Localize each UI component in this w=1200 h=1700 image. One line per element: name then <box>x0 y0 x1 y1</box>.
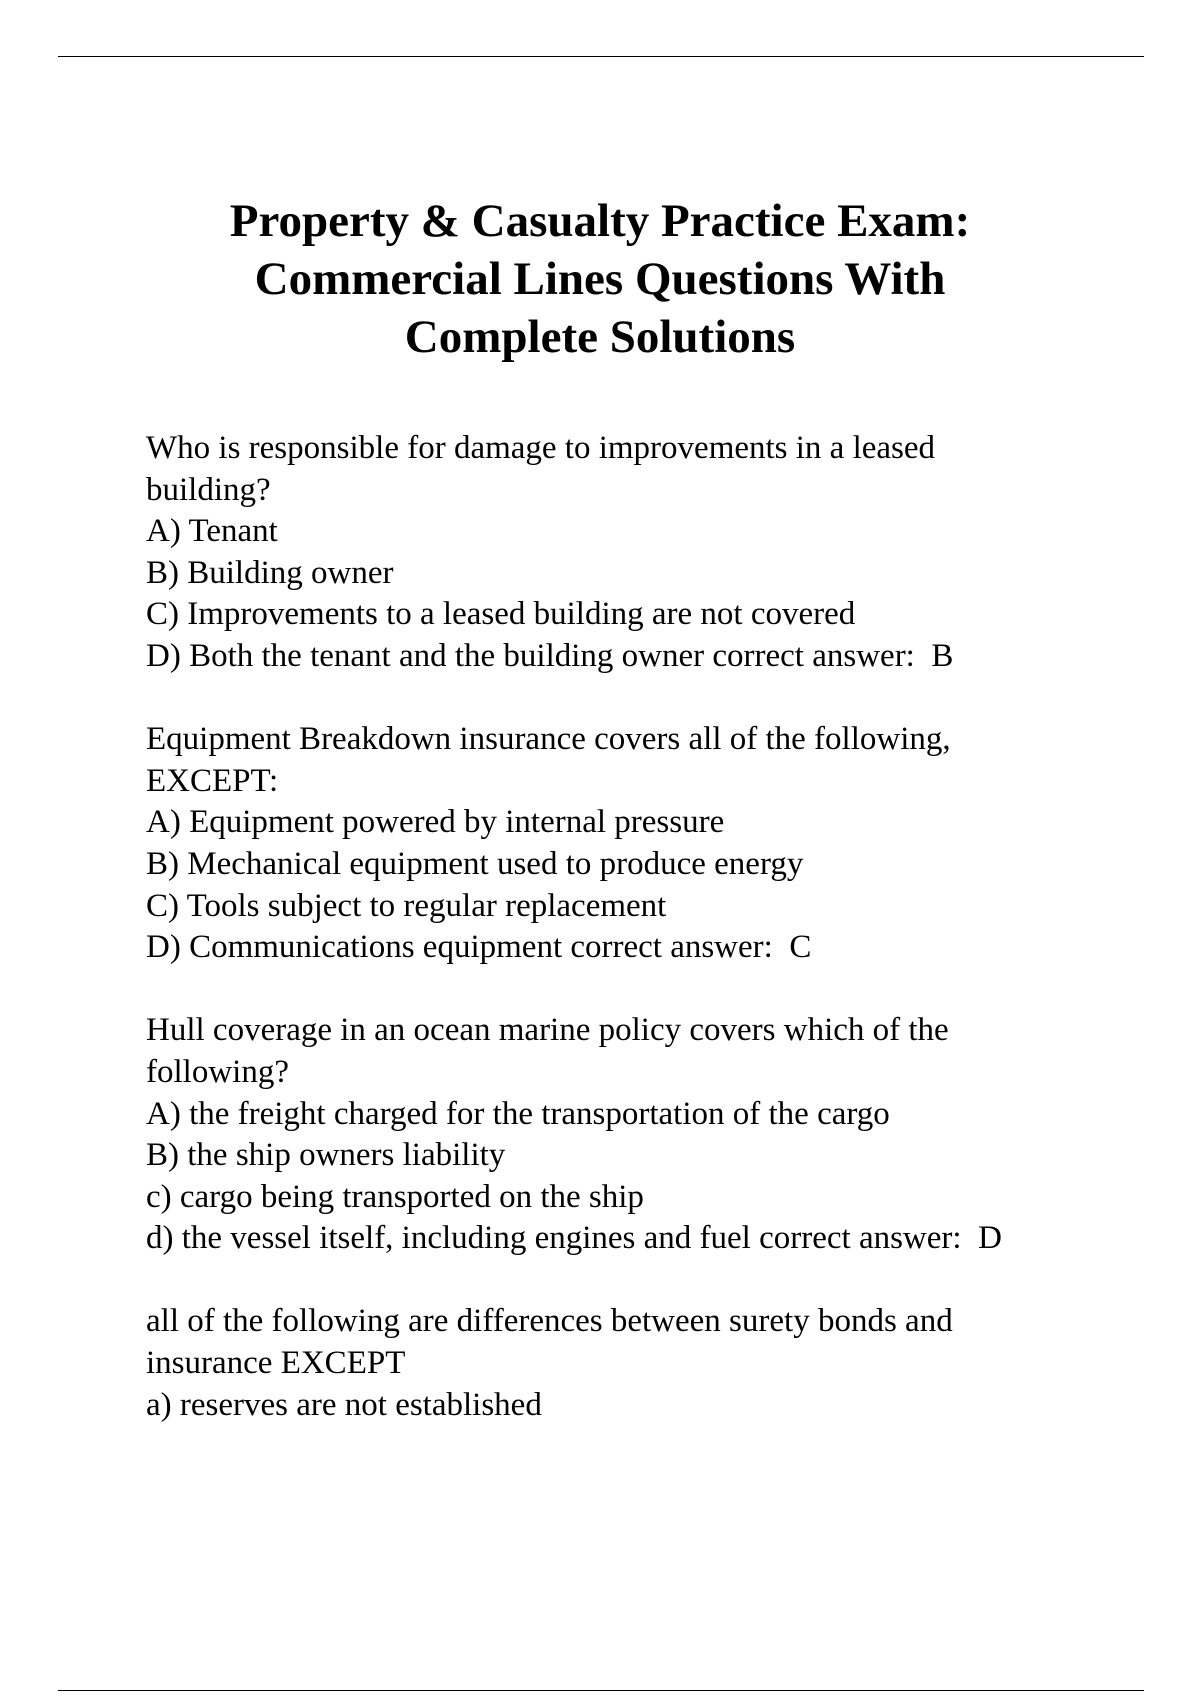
question-3 <box>146 1010 1156 1260</box>
option-a: A) the freight charged for the transportation of the cargo <box>146 1095 890 1132</box>
title-line: Complete Solutions <box>404 311 796 363</box>
title-line: Commercial Lines Questions With <box>254 253 946 305</box>
option-c: C) Tools subject to regular replacement <box>146 887 667 924</box>
option-b: B) Mechanical equipment used to produce energy <box>146 845 804 882</box>
document-title <box>100 192 1100 366</box>
option-d-with-answer <box>146 1218 1156 1260</box>
question-stem: EXCEPT: <box>146 762 279 799</box>
option-a: a) reserves are not established <box>146 1386 542 1423</box>
answer-label: correct answer: <box>712 637 915 674</box>
option-a: A) Equipment powered by internal pressure <box>146 804 725 841</box>
question-stem: Hull coverage in an ocean marine policy covers which of the <box>146 1012 949 1049</box>
question-stem: all of the following are differences between surety bonds and <box>146 1303 953 1340</box>
question-stem: Equipment Breakdown insurance covers all of the following, <box>146 721 951 758</box>
option-d: D) Communications equipment <box>146 929 563 966</box>
option-a: A) Tenant <box>146 513 278 550</box>
question-stem: building? <box>146 471 271 508</box>
option-d-with-answer <box>146 636 1156 678</box>
correct-answer: B <box>931 637 954 674</box>
question-list <box>146 428 1156 1468</box>
question-stem: Who is responsible for damage to improvements in a leased <box>146 430 936 466</box>
option-c: C) Improvements to a leased building are not covered <box>146 596 856 633</box>
option-c: c) cargo being transported on the ship <box>146 1178 644 1215</box>
question-4 <box>146 1301 1156 1426</box>
question-1 <box>146 428 1156 678</box>
option-d-with-answer <box>146 927 1156 969</box>
title-line: Property & Casualty Practice Exam: <box>229 195 971 247</box>
answer-label: correct answer: <box>570 929 773 966</box>
option-d: d) the vessel itself, including engines and fuel <box>146 1220 751 1257</box>
answer-label: correct answer: <box>759 1220 962 1257</box>
bottom-rule <box>58 1690 1144 1691</box>
option-b: B) Building owner <box>146 554 394 591</box>
option-b: B) the ship owners liability <box>146 1137 506 1174</box>
option-d: D) Both the tenant and the building owner <box>146 637 705 674</box>
correct-answer: C <box>789 929 812 966</box>
top-rule <box>58 56 1144 57</box>
question-2 <box>146 719 1156 969</box>
question-stem: following? <box>146 1053 289 1090</box>
question-stem: insurance EXCEPT <box>146 1345 406 1382</box>
correct-answer: D <box>978 1220 1002 1257</box>
